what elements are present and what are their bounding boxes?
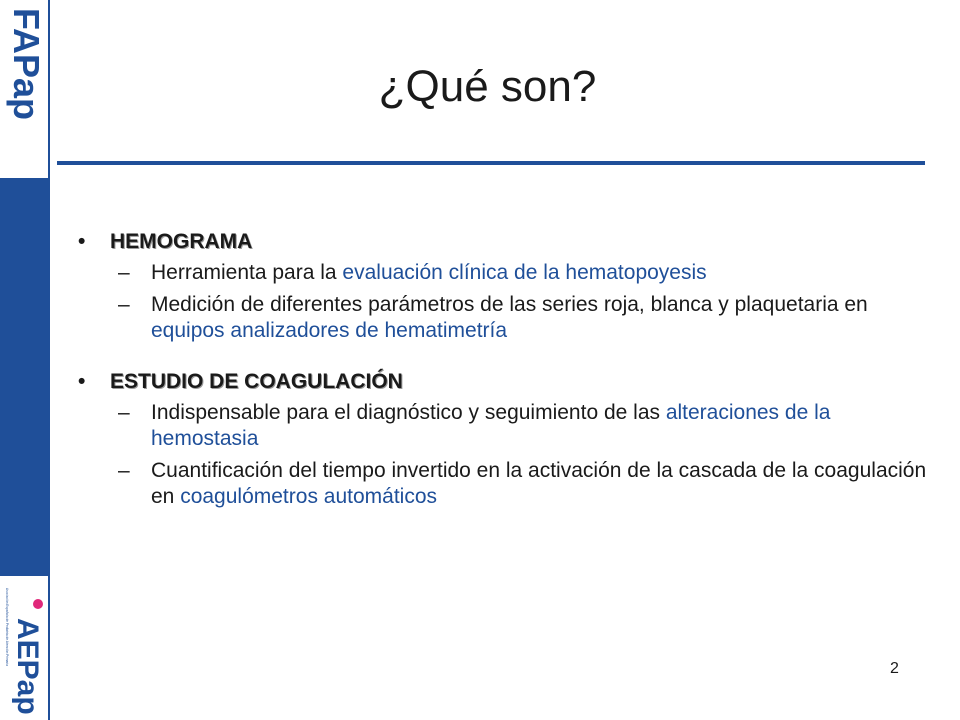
dash-icon: – [118,261,130,284]
section-coagulacion [78,370,928,510]
point-text [151,292,928,344]
sub-point [78,458,928,510]
title-underline [57,161,925,165]
point-highlight: coagulómetros automáticos [180,485,438,508]
slide-title: ¿Qué son? [378,62,597,111]
point-plain-text: Cuantificación del tiempo invertido en la activación de la cascada de la coagulación en [151,459,927,508]
point-text [151,400,928,452]
heading-text: HEMOGRAMA [110,230,253,253]
point-highlight: equipos analizadores de hematimetría [151,319,508,342]
side-bar [0,178,48,576]
bullet-icon: • [78,230,86,253]
slide-content [78,230,928,536]
point-highlight: alteraciones de la hemostasia [151,401,831,450]
point-text [151,458,928,510]
page-number: 2 [890,660,899,677]
aepap-logo-text: AEPap [11,618,44,715]
point-plain-text: Herramienta para la [151,261,343,284]
section-hemograma [78,230,928,344]
aepap-logo [0,582,48,720]
sub-point [78,292,928,344]
aepap-logo-subtitle: Asociación Española de Pediatría de Atención Primaria [5,588,9,666]
point-plain-text: Medición de diferentes parámetros de las series roja, blanca y plaquetaria en [151,293,868,316]
fapap-logo-text: FAPap [6,8,47,121]
sub-point [78,400,928,452]
heading-text: ESTUDIO DE COAGULACIÓN [110,370,403,393]
point-plain-text: Indispensable para el diagnóstico y seguimiento de las [151,401,666,424]
section-heading [78,230,928,254]
sub-point [78,260,928,286]
dash-icon: – [118,293,130,316]
aepap-logo-person-icon [33,599,43,609]
section-heading [78,370,928,394]
dash-icon: – [118,459,130,482]
dash-icon: – [118,401,130,424]
point-text [151,260,928,286]
bullet-icon: • [78,370,86,393]
point-highlight: evaluación clínica de la hematopoyesis [342,261,707,284]
